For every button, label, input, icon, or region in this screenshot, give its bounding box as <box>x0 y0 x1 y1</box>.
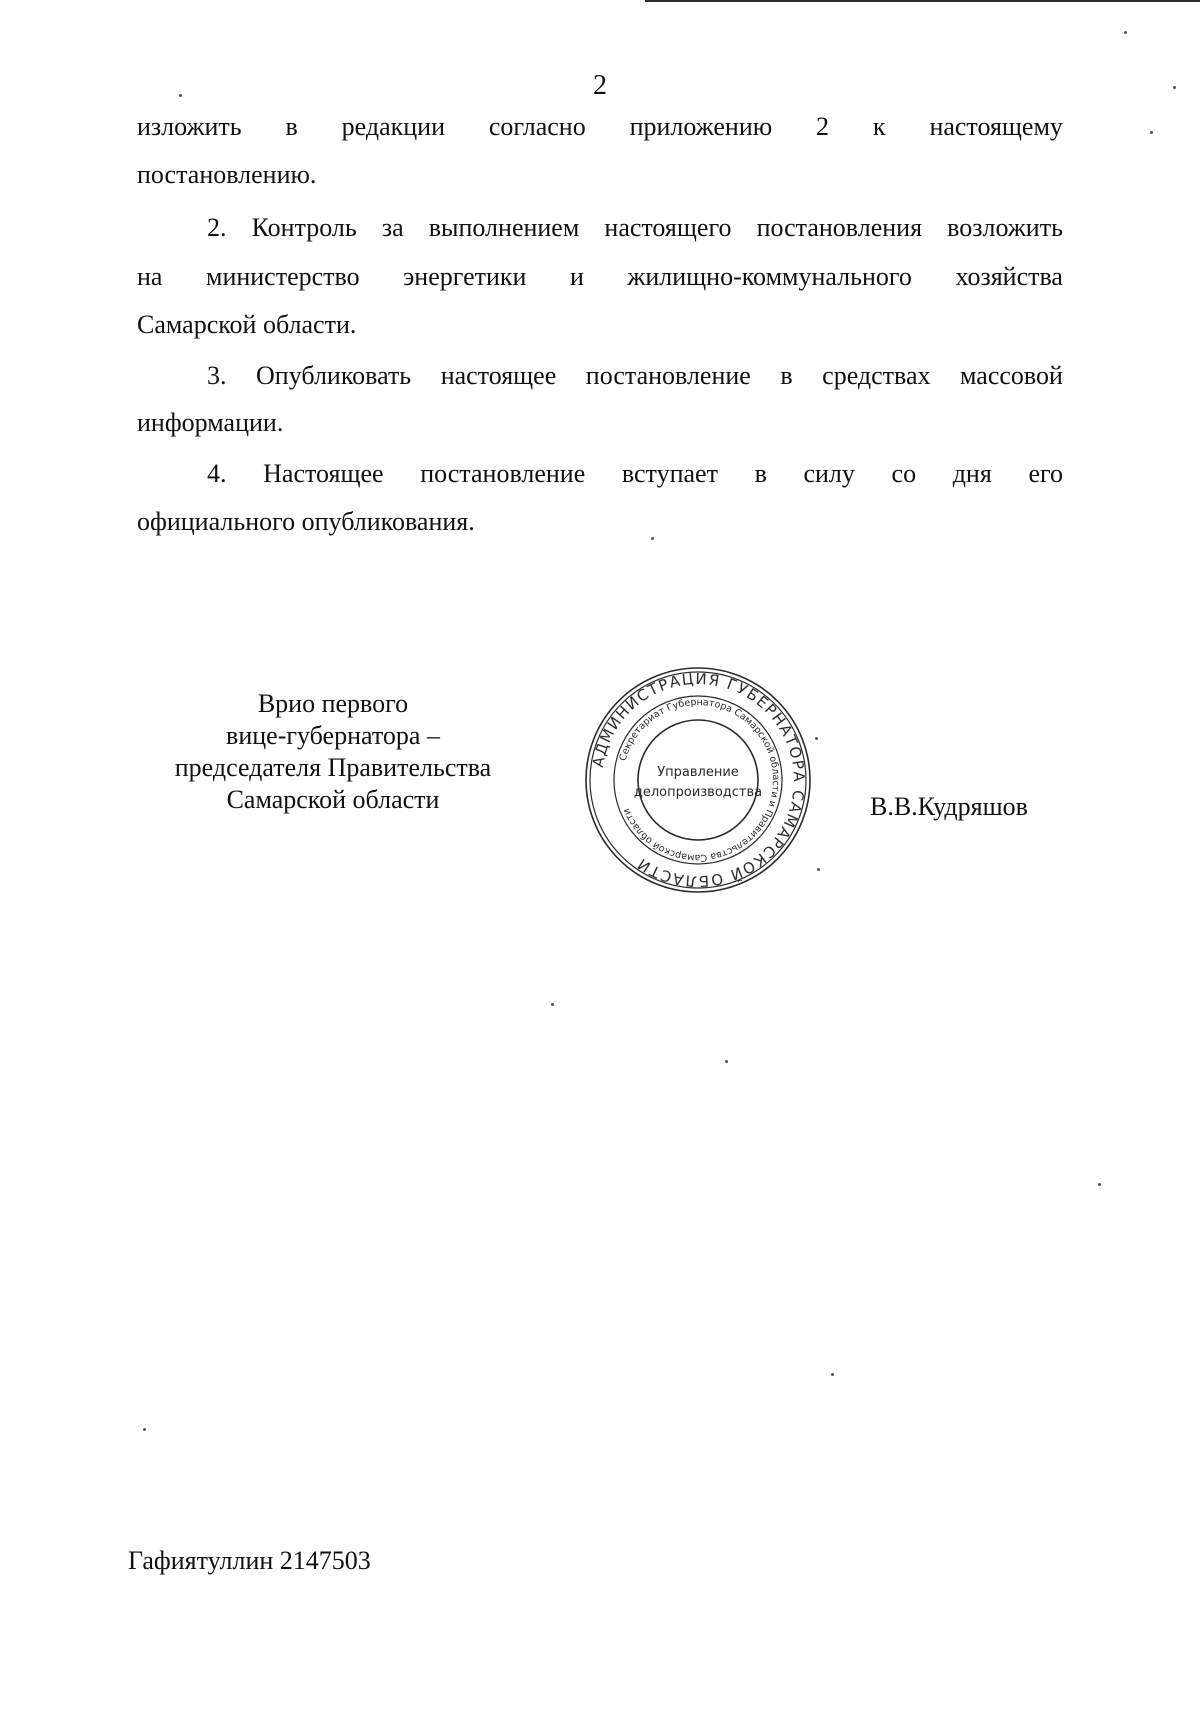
word: выполнением <box>428 213 580 242</box>
position-line-4: Самарской области <box>226 785 440 814</box>
seal-inner-text: Секретариат Губернатора Самарской области и Правительства Самарской области <box>617 696 782 864</box>
scan-speck <box>1173 86 1176 89</box>
scan-speck <box>143 1428 146 1431</box>
scan-speck <box>725 1060 728 1063</box>
scan-speck <box>179 94 182 97</box>
word: его <box>1028 459 1063 488</box>
word: редакции <box>341 112 445 141</box>
word: в <box>754 459 767 488</box>
word: постановления <box>756 213 923 242</box>
scan-speck <box>1124 31 1127 34</box>
word: настоящему <box>929 112 1063 141</box>
word: 2. <box>207 213 227 242</box>
scan-speck <box>651 537 654 540</box>
word: вступает <box>621 459 718 488</box>
paragraph-4-line-1 <box>137 459 1063 489</box>
word: настоящее <box>440 361 557 390</box>
word: настоящего <box>604 213 732 242</box>
executor-info: Гафиятуллин 2147503 <box>128 1546 371 1575</box>
word: Настоящее <box>263 459 384 488</box>
word: жилищно-коммунального <box>627 262 912 291</box>
paragraph-4-line-2: официального опубликования. <box>137 507 475 536</box>
scan-speck <box>815 737 818 740</box>
word: министерство <box>205 262 360 291</box>
word: в <box>285 112 298 141</box>
paragraph-2-line-1 <box>137 213 1063 243</box>
word: со <box>891 459 917 488</box>
paragraph-3-line-1 <box>137 361 1063 391</box>
paragraph-3-line-2: информации. <box>137 408 284 437</box>
word: изложить <box>137 112 242 141</box>
position-line-1: Врио первого <box>257 689 409 718</box>
scan-speck <box>831 1373 834 1376</box>
word: к <box>872 112 886 141</box>
word: постановление <box>585 361 751 390</box>
seal-outer-text: АДМИНИСТРАЦИЯ ГУБЕРНАТОРА САМАРСКОЙ ОБЛАСТИ <box>588 669 809 891</box>
page-number: 2 <box>593 70 607 101</box>
signatory-position <box>148 688 518 816</box>
word: в <box>780 361 793 390</box>
position-line-3: председателя Правительства <box>174 753 492 782</box>
word: и <box>569 262 584 291</box>
seal-center-line-2: делопроизводства <box>633 785 763 800</box>
word: дня <box>952 459 992 488</box>
word: 4. <box>207 459 227 488</box>
word: силу <box>803 459 855 488</box>
position-line-2: вице-губернатора – <box>226 721 440 750</box>
word: массовой <box>960 361 1063 390</box>
paragraph-2-line-2 <box>137 262 1063 292</box>
word: за <box>381 213 404 242</box>
word: хозяйства <box>955 262 1063 291</box>
paragraph-1-line-2: постановлению. <box>137 160 317 189</box>
scan-speck <box>551 1003 554 1006</box>
word: Контроль <box>251 213 357 242</box>
seal-center-line-1: Управление <box>657 765 739 780</box>
official-seal <box>583 665 813 895</box>
word: 2 <box>816 112 830 141</box>
paragraph-1-line-1 <box>137 112 1063 142</box>
word: согласно <box>488 112 586 141</box>
word: возложить <box>947 213 1063 242</box>
word: приложению <box>629 112 773 141</box>
word: средствах <box>822 361 931 390</box>
word: энергетики <box>403 262 527 291</box>
word: Опубликовать <box>256 361 412 390</box>
scan-speck <box>1098 1183 1101 1186</box>
word: 3. <box>207 361 227 390</box>
word: постановление <box>420 459 586 488</box>
scan-speck <box>1150 131 1153 134</box>
scan-speck <box>817 868 820 871</box>
paragraph-2-line-3: Самарской области. <box>137 310 357 339</box>
word: на <box>137 262 163 291</box>
top-scan-rule <box>645 0 1200 2</box>
signer-name: В.В.Кудряшов <box>870 792 1028 821</box>
